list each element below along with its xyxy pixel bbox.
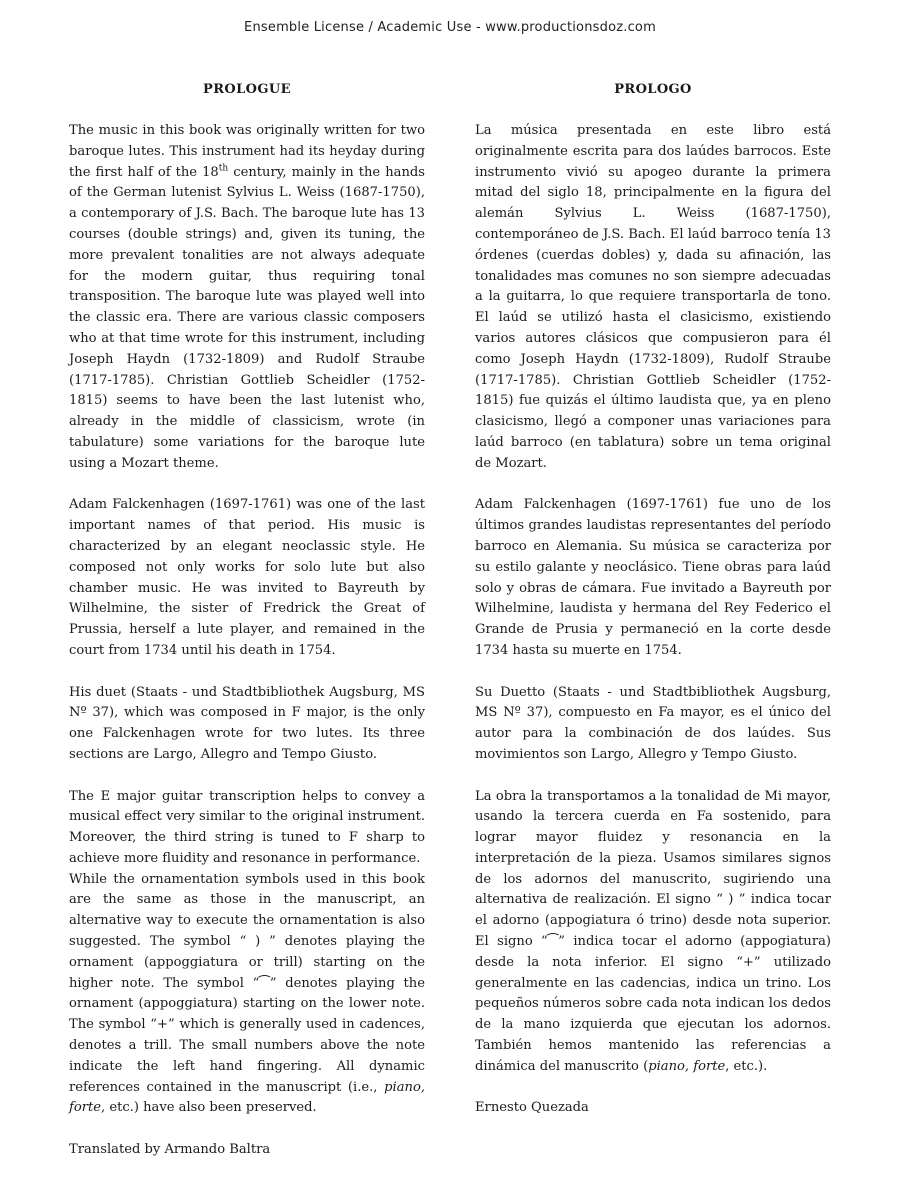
english-column — [69, 80, 425, 1161]
spanish-column — [475, 80, 831, 1119]
license-header: Ensemble License / Academic Use - www.productionsdoz.com — [244, 20, 656, 35]
english-paragraph-4: The E major guitar transcription helps to convey a musical effect very similar to the original instrument. Moreover, the third string is tuned to F sharp to achieve more fluidity and resonance in performance. — [69, 788, 425, 866]
english-paragraph-3: His duet (Staats - und Stadtbibliothek Augsburg, MS Nº 37), which was composed in F major, is the only one Falckenhagen wrote for two lutes. Its three sections are Largo, Allegro and Tempo Giusto. — [69, 684, 425, 762]
english-title: PROLOGUE — [203, 82, 291, 97]
spanish-paragraph-1: La música presentada en este libro está originalmente escrita para dos laúdes barrocos. Este instrumento vivió su apogeo durante la primera mitad del siglo 18, principalmente en la figura del alemán Sylvius L. Weiss (1687-1750), contemporáneo de J.S. Bach. El laúd barroco tenía 13 órdenes (cuerdas dobles) y, dada su afinación, las tonalidades mas comunes no son siempre adecuadas a la guitarra, lo que requiere transportarla de tono. El laúd se utilizó hasta el clasicismo, existiendo varios autores clásicos que compusieron para él como Joseph Haydn (1732-1809), Rudolf Straube (1717-1785). Christian Gottlieb Scheidler (1752-1815) fue quizás el último laudista que, ya en pleno clasicismo, llegó a componer unas variaciones para laúd barroco (en tablatura) sobre un tema original de Mozart. — [475, 123, 831, 471]
english-paragraph-5-text-a: While the ornamentation symbols used in this book are the same as those in the manuscript, an alternative way to execute the ornamentation is also suggested. The symbol “ ) ” denotes playing the ornament (appoggiatura or trill) starting on the higher note. The symbol “⁀” denotes playing the ornament (appoggiatura) starting on the lower note. The symbol “+” which is generally used in cadences, denotes a trill. The small numbers above the note indicate the left hand fingering. All dynamic references contained in the manuscript (i.e., — [69, 871, 425, 1095]
spanish-title: PROLOGO — [614, 82, 692, 97]
english-paragraph-2: Adam Falckenhagen (1697-1761) was one of the last important names of that period. His music is characterized by an elegant neoclassic style. He composed not only works for solo lute but also chamber music. He was invited to Bayreuth by Wilhelmine, the sister of Fredrick the Great of Prussia, herself a lute player, and remained in the court from 1734 until his death in 1754. — [69, 497, 425, 658]
dynamics-italic: piano, forte — [69, 1079, 425, 1116]
english-paragraph-1-text-a: The music in this book was originally written for two baroque lutes. This instrument had its heyday during the first half of the 18 — [69, 123, 425, 180]
spanish-paragraph-4-text-a: La obra la transportamos a la tonalidad de Mi mayor, usando la tercera cuerda en Fa sostenido, para lograr mayor fluidez y resonancia en la interpretación de la pieza. Usamos similares signos de los adornos del manuscrito, sugiriendo una alternativa de realización. El signo “ ) ” indica tocar el adorno (appogiatura ó trino) desde nota superior. El signo “⁀” indica tocar el adorno (appogiatura) desde la nota inferior. El signo “+” utilizado generalmente en las cadencias, indica un trino. Los pequeños números sobre cada nota indican los dedos de la mano izquierda que ejecutan los adornos. También hemos mantenido las referencias a dinámica del manuscrito ( — [475, 788, 831, 1074]
english-paragraph-5 — [69, 870, 425, 1120]
english-paragraph-5-text-b: , etc.) have also been preserved. — [101, 1100, 317, 1116]
translator-credit: Translated by Armando Baltra — [69, 1142, 271, 1158]
dinamica-italic: piano, forte — [648, 1058, 726, 1074]
english-paragraph-1-text-b: century, mainly in the hands of the German lutenist Sylvius L. Weiss (1687-1750), a contemporary of J.S. Bach. The baroque lute has 13 courses (double strings) and, given its tuning, the more prevalent tonalities are not always adequate for the modern guitar, thus requiring tonal transposition. The baroque lute was played well into the classic era. There are various classic composers who at that time wrote for this instrument, including Joseph Haydn (1732-1809) and Rudolf Straube (1717-1785). Christian Gottlieb Scheidler (1752-1815) seems to have been the last lutenist who, already in the middle of classicism, wrote (in tabulature) some variations for the baroque lute using a Mozart theme. — [69, 164, 425, 471]
spanish-paragraph-3: Su Duetto (Staats - und Stadtbibliothek Augsburg, MS Nº 37), compuesto en Fa mayor, es el único del autor para la combinación de dos laúdes. Sus movimientos son Largo, Allegro y Tempo Giusto. — [475, 684, 831, 762]
author-signature: Ernesto Quezada — [475, 1100, 589, 1116]
ordinal-suffix: th — [218, 163, 229, 174]
spanish-paragraph-2: Adam Falckenhagen (1697-1761) fue uno de los últimos grandes laudistas representantes del período barroco en Alemania. Su música se caracteriza por su estilo galante y neoclásico. Tiene obras para laúd solo y obras de cámara. Fue invitado a Bayreuth por Wilhelmine, laudista y hermana del Rey Federico el Grande de Prusia y permaneció en la corte desde 1734 hasta su muerte en 1754. — [475, 497, 831, 658]
spanish-paragraph-4 — [475, 787, 831, 1078]
english-paragraph-1 — [69, 121, 425, 475]
spanish-paragraph-4-text-b: , etc.). — [725, 1058, 768, 1074]
